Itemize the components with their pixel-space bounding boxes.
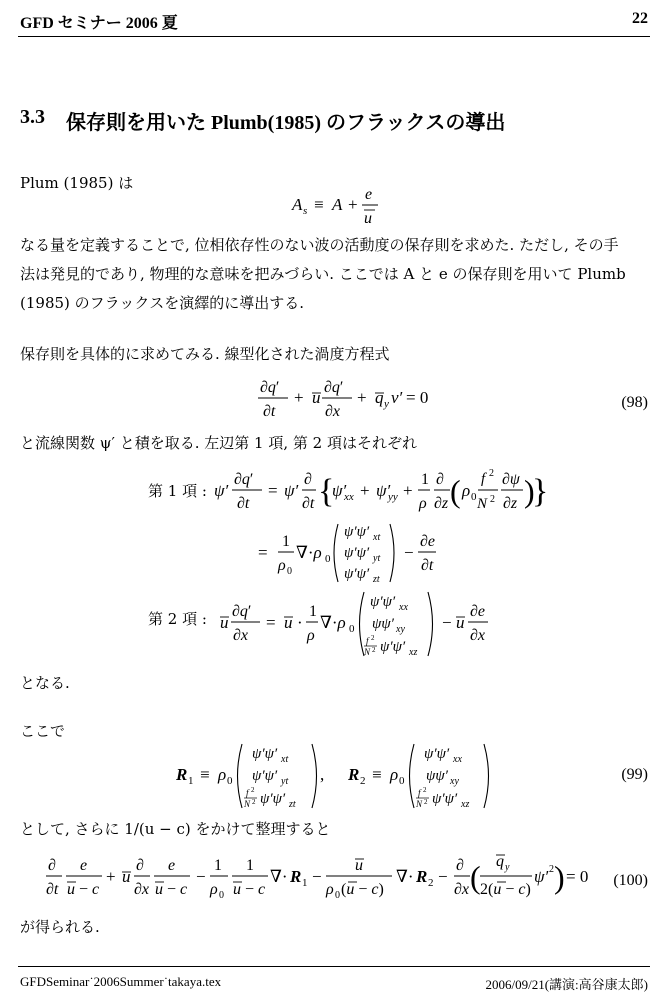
svg-text:2(u − c): 2(u − c) (480, 881, 531, 898)
svg-text:ψ′ψ′: ψ′ψ′ (252, 768, 278, 784)
paragraph-line-1: なる量を定義することで, 位相依存性のない波の活動度の保存則を求めた. ただし, その手 (20, 236, 619, 254)
paragraph-result: となる. (20, 674, 70, 692)
svg-text:xy: xy (450, 776, 459, 787)
svg-text:−: − (312, 867, 322, 886)
svg-text:= 0: = 0 (406, 388, 429, 407)
paragraph-obtained: が得られる. (20, 918, 100, 936)
svg-text:xy: xy (396, 624, 405, 635)
svg-text:∂: ∂ (456, 857, 464, 874)
paragraph-conservation: 保存則を具体的に求めてみる. 線型化された渦度方程式 (20, 345, 390, 363)
equation-number-99: (99) (621, 766, 648, 783)
svg-text:ρ: ρ (218, 765, 227, 784)
svg-text:N: N (416, 799, 423, 809)
svg-text:q: q (496, 853, 504, 870)
svg-text:xz: xz (409, 647, 418, 658)
svg-text:0: 0 (471, 491, 477, 503)
svg-text:+: + (360, 481, 370, 500)
svg-text:∂: ∂ (136, 857, 144, 874)
svg-text:u: u (364, 210, 372, 227)
equation-number-98: (98) (621, 394, 648, 411)
svg-text:ψψ′: ψψ′ (426, 768, 448, 784)
svg-text:zt: zt (373, 574, 380, 585)
svg-text:+: + (106, 867, 116, 886)
svg-text:R: R (290, 867, 302, 886)
svg-text:1: 1 (188, 775, 194, 787)
svg-text:ψ′: ψ′ (332, 481, 347, 500)
svg-text:+: + (357, 388, 367, 407)
svg-text:·: · (297, 613, 303, 632)
svg-text:2: 2 (423, 786, 427, 794)
svg-text:0: 0 (219, 890, 224, 901)
svg-text:∂: ∂ (436, 471, 444, 488)
svg-text:,: , (320, 765, 325, 784)
term-1-label: 第 1 項 : (148, 482, 207, 500)
svg-text:2: 2 (360, 775, 366, 787)
svg-text:∂q′: ∂q′ (324, 379, 344, 396)
svg-text:e: e (365, 186, 373, 203)
svg-text:y: y (505, 862, 510, 873)
svg-text:∂x: ∂x (470, 627, 486, 644)
svg-text:∂t: ∂t (237, 495, 250, 512)
svg-text:2: 2 (371, 634, 375, 642)
svg-text:xz: xz (461, 799, 470, 810)
svg-text:2: 2 (490, 494, 495, 505)
paragraph-line-3: (1985) のフラックスを演繹的に導出する. (20, 294, 304, 312)
section-title: 保存則を用いた Plumb(1985) のフラックスの導出 (66, 112, 506, 134)
svg-text:u: u (355, 857, 363, 874)
svg-text:u: u (456, 613, 465, 632)
svg-text:ψ′ψ′: ψ′ψ′ (260, 791, 286, 807)
svg-text:f: f (418, 788, 421, 798)
svg-text:xt: xt (281, 754, 289, 765)
svg-text:∇·ρ: ∇·ρ (320, 613, 346, 632)
equation-term-1-line-2 (256, 520, 456, 586)
svg-text:ρ: ρ (462, 481, 471, 500)
footer-date: 2006/09/21(講演:高谷康太郎) (485, 977, 648, 992)
equation-number-100: (100) (613, 872, 648, 889)
svg-text:∂ψ: ∂ψ (502, 471, 520, 488)
svg-text:f: f (246, 788, 249, 798)
svg-text:yt: yt (281, 776, 289, 787)
equation-term-1-line-1 (214, 462, 549, 522)
svg-text:∂x: ∂x (325, 403, 341, 420)
svg-text:0: 0 (227, 775, 233, 787)
svg-text:u: u (284, 613, 293, 632)
equation-100 (44, 850, 604, 910)
svg-text:−: − (438, 867, 448, 886)
svg-text:∂t: ∂t (421, 557, 434, 574)
svg-text:ψ′ψ′: ψ′ψ′ (344, 545, 370, 561)
svg-text:∂x: ∂x (454, 881, 470, 898)
equation-98 (258, 376, 428, 424)
svg-text:u − c: u − c (67, 881, 100, 898)
svg-text:∂: ∂ (48, 857, 56, 874)
paragraph-here: ここで (20, 722, 66, 740)
svg-text:f: f (366, 636, 369, 646)
svg-text:∂t: ∂t (263, 403, 276, 420)
svg-text:zt: zt (289, 799, 296, 810)
svg-text:−: − (196, 867, 206, 886)
svg-text:ψ′ψ′: ψ′ψ′ (424, 746, 450, 762)
svg-text:v′: v′ (391, 388, 403, 407)
svg-text:ψ′ψ′: ψ′ψ′ (252, 746, 278, 762)
svg-text:1: 1 (421, 471, 429, 488)
svg-text:A: A (292, 195, 303, 214)
svg-text:N: N (477, 496, 488, 512)
svg-text:0: 0 (399, 775, 405, 787)
svg-text:0: 0 (335, 890, 340, 901)
svg-text:e: e (80, 857, 88, 874)
svg-text:= 0: = 0 (566, 867, 589, 886)
svg-text:∂: ∂ (304, 471, 312, 488)
svg-text:yt: yt (373, 553, 381, 564)
svg-text:=: = (266, 613, 276, 632)
paragraph-intro: Plum (1985) は (20, 174, 134, 192)
svg-text:≡: ≡ (200, 765, 210, 784)
svg-text:∂z: ∂z (434, 495, 449, 512)
svg-text:1: 1 (246, 857, 254, 874)
svg-text:ψ′: ψ′ (214, 481, 229, 500)
svg-text:∂q′: ∂q′ (232, 603, 252, 620)
svg-text:e: e (168, 857, 176, 874)
svg-text:2: 2 (428, 877, 434, 889)
svg-text:ψ′ψ′: ψ′ψ′ (344, 524, 370, 540)
svg-text:}: } (532, 473, 549, 510)
svg-text:u: u (312, 388, 321, 407)
svg-text:ψψ′: ψψ′ (372, 616, 394, 632)
svg-text:N: N (364, 647, 371, 657)
svg-text:≡: ≡ (372, 765, 382, 784)
svg-text:≡: ≡ (314, 195, 324, 214)
svg-text:2: 2 (424, 798, 428, 806)
svg-text:u − c: u − c (233, 881, 266, 898)
svg-text:∇·: ∇· (270, 867, 288, 886)
svg-text:yy: yy (388, 491, 398, 503)
svg-text:A: A (332, 195, 343, 214)
svg-text:2: 2 (549, 864, 554, 875)
svg-text:y: y (384, 398, 389, 410)
svg-text:ψ′: ψ′ (534, 867, 549, 886)
svg-text:f: f (481, 471, 486, 487)
svg-text:2: 2 (252, 798, 256, 806)
svg-text:): ) (554, 859, 565, 895)
svg-text:s: s (303, 205, 308, 217)
svg-text:xx: xx (453, 754, 462, 765)
page-number: 22 (632, 10, 648, 27)
paragraph-product: と流線関数 ψ′ と積を取る. 左辺第 1 項, 第 2 項はそれぞれ (20, 434, 417, 452)
svg-text:1: 1 (282, 533, 290, 550)
svg-text:1: 1 (214, 857, 222, 874)
term-2-label: 第 2 項 : (148, 610, 207, 628)
svg-text:∂t: ∂t (46, 881, 59, 898)
svg-text:1: 1 (309, 603, 317, 620)
svg-text:+: + (294, 388, 304, 407)
svg-text:0: 0 (325, 553, 331, 565)
svg-text:(: ( (450, 473, 461, 509)
svg-text:{: { (318, 473, 335, 510)
svg-text:+: + (403, 481, 413, 500)
svg-text:R: R (348, 765, 360, 784)
svg-text:N: N (244, 799, 251, 809)
svg-text:xx: xx (344, 491, 354, 503)
svg-text:∂x: ∂x (233, 627, 249, 644)
svg-text:2: 2 (489, 468, 494, 479)
svg-text:+: + (348, 195, 358, 214)
svg-text:ψ′ψ′: ψ′ψ′ (370, 594, 396, 610)
equation-term-2 (218, 588, 498, 660)
svg-text:∂e: ∂e (420, 533, 436, 550)
svg-text:∇·: ∇· (396, 867, 414, 886)
svg-text:=: = (268, 481, 278, 500)
svg-text:−: − (404, 543, 414, 562)
svg-text:ρ: ρ (390, 765, 399, 784)
svg-text:R: R (416, 867, 428, 886)
svg-text:ρ: ρ (278, 557, 286, 574)
svg-text:ρ: ρ (419, 495, 427, 512)
svg-text:2: 2 (372, 646, 376, 654)
svg-text:q: q (375, 388, 384, 407)
svg-text:ρ: ρ (210, 881, 218, 898)
equation-99 (176, 740, 506, 812)
svg-text:xt: xt (373, 532, 381, 543)
svg-text:(: ( (470, 859, 481, 895)
paragraph-multiply: として, さらに 1/(u − c) をかけて整理すると (20, 820, 331, 838)
footer-rule (18, 966, 650, 967)
svg-text:=: = (258, 543, 268, 562)
svg-text:ψ′ψ′: ψ′ψ′ (344, 566, 370, 582)
svg-text:R: R (176, 765, 188, 784)
svg-text:ψ′ψ′: ψ′ψ′ (380, 639, 406, 655)
svg-text:ρ: ρ (326, 881, 334, 898)
paragraph-line-2: 法は発見的であり, 物理的な意味を把みづらい. ここでは A と e の保存則を用いて Plumb (20, 265, 626, 283)
section-number: 3.3 (20, 106, 45, 128)
svg-text:ρ: ρ (307, 627, 315, 644)
svg-text:∇·ρ: ∇·ρ (296, 543, 322, 562)
svg-text:ψ′: ψ′ (376, 481, 391, 500)
svg-text:u: u (122, 867, 131, 886)
svg-text:1: 1 (302, 877, 308, 889)
running-header: GFD セミナー 2006 夏 (20, 15, 178, 32)
svg-text:∂e: ∂e (470, 603, 486, 620)
equation-as-definition (290, 186, 390, 230)
svg-text:): ) (524, 473, 535, 509)
svg-text:xx: xx (399, 602, 408, 613)
svg-text:0: 0 (349, 623, 355, 635)
svg-text:∂t: ∂t (302, 495, 315, 512)
svg-text:0: 0 (287, 566, 292, 577)
svg-text:ψ′: ψ′ (284, 481, 299, 500)
svg-text:ψ′ψ′: ψ′ψ′ (432, 791, 458, 807)
svg-text:(u − c): (u − c) (341, 881, 384, 898)
svg-text:u: u (220, 613, 229, 632)
svg-text:2: 2 (251, 786, 255, 794)
svg-text:u − c: u − c (155, 881, 188, 898)
svg-text:∂q′: ∂q′ (260, 379, 280, 396)
svg-text:∂q′: ∂q′ (234, 471, 254, 488)
header-rule (18, 36, 650, 37)
svg-text:∂z: ∂z (503, 495, 518, 512)
footer-filename: GFDSeminar˙2006Summer˙takaya.tex (20, 974, 222, 989)
svg-text:∂x: ∂x (134, 881, 150, 898)
svg-text:−: − (442, 613, 452, 632)
